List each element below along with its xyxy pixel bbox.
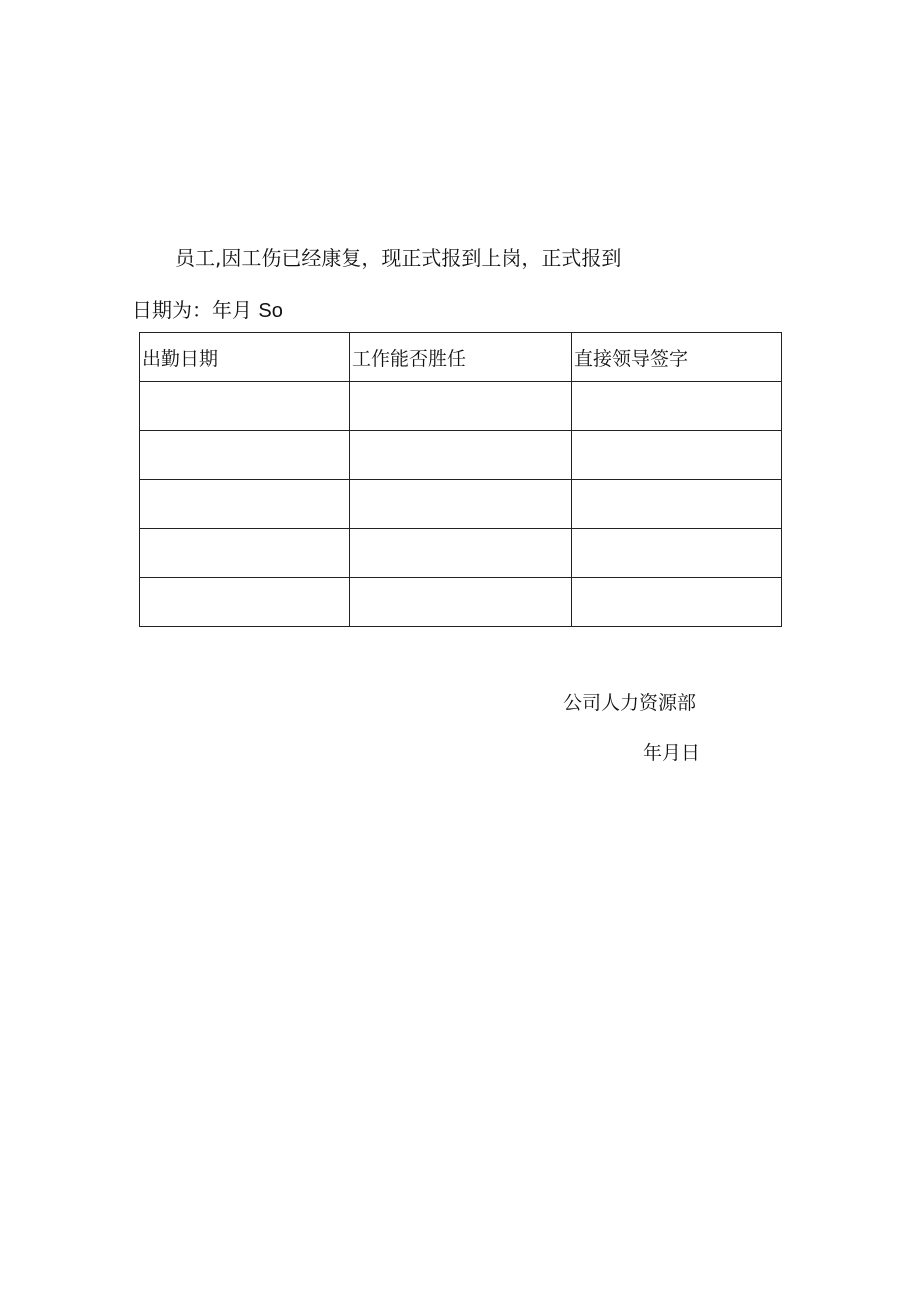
table-cell[interactable]	[350, 431, 572, 480]
header-attendance-date: 出勤日期	[140, 333, 350, 382]
table-cell[interactable]	[350, 382, 572, 431]
table-row	[140, 480, 782, 529]
table-cell[interactable]	[350, 578, 572, 627]
hr-department-signature: 公司人力资源部	[563, 692, 697, 714]
table-cell[interactable]	[572, 529, 782, 578]
table-row	[140, 529, 782, 578]
table-cell[interactable]	[572, 382, 782, 431]
table-cell[interactable]	[140, 578, 350, 627]
report-date-label: 日期为：年月	[132, 298, 252, 322]
table-row	[140, 382, 782, 431]
table-header-row	[140, 333, 782, 382]
notice-line-2	[132, 296, 283, 325]
table-row	[140, 431, 782, 480]
table-cell[interactable]	[572, 578, 782, 627]
signature-date: 年月日	[643, 742, 701, 764]
header-job-competence: 工作能否胜任	[350, 333, 572, 382]
attendance-table	[139, 332, 782, 627]
notice-line-1: 员工,因工伤已经康复，现正式报到上岗，正式报到	[175, 246, 622, 270]
report-date-suffix: So	[258, 300, 283, 322]
table-cell[interactable]	[572, 431, 782, 480]
table-cell[interactable]	[350, 529, 572, 578]
table-cell[interactable]	[140, 480, 350, 529]
table-cell[interactable]	[140, 529, 350, 578]
table-row	[140, 578, 782, 627]
table-cell[interactable]	[140, 431, 350, 480]
table-cell[interactable]	[572, 480, 782, 529]
header-supervisor-signature: 直接领导签字	[572, 333, 782, 382]
table-cell[interactable]	[350, 480, 572, 529]
table-cell[interactable]	[140, 382, 350, 431]
